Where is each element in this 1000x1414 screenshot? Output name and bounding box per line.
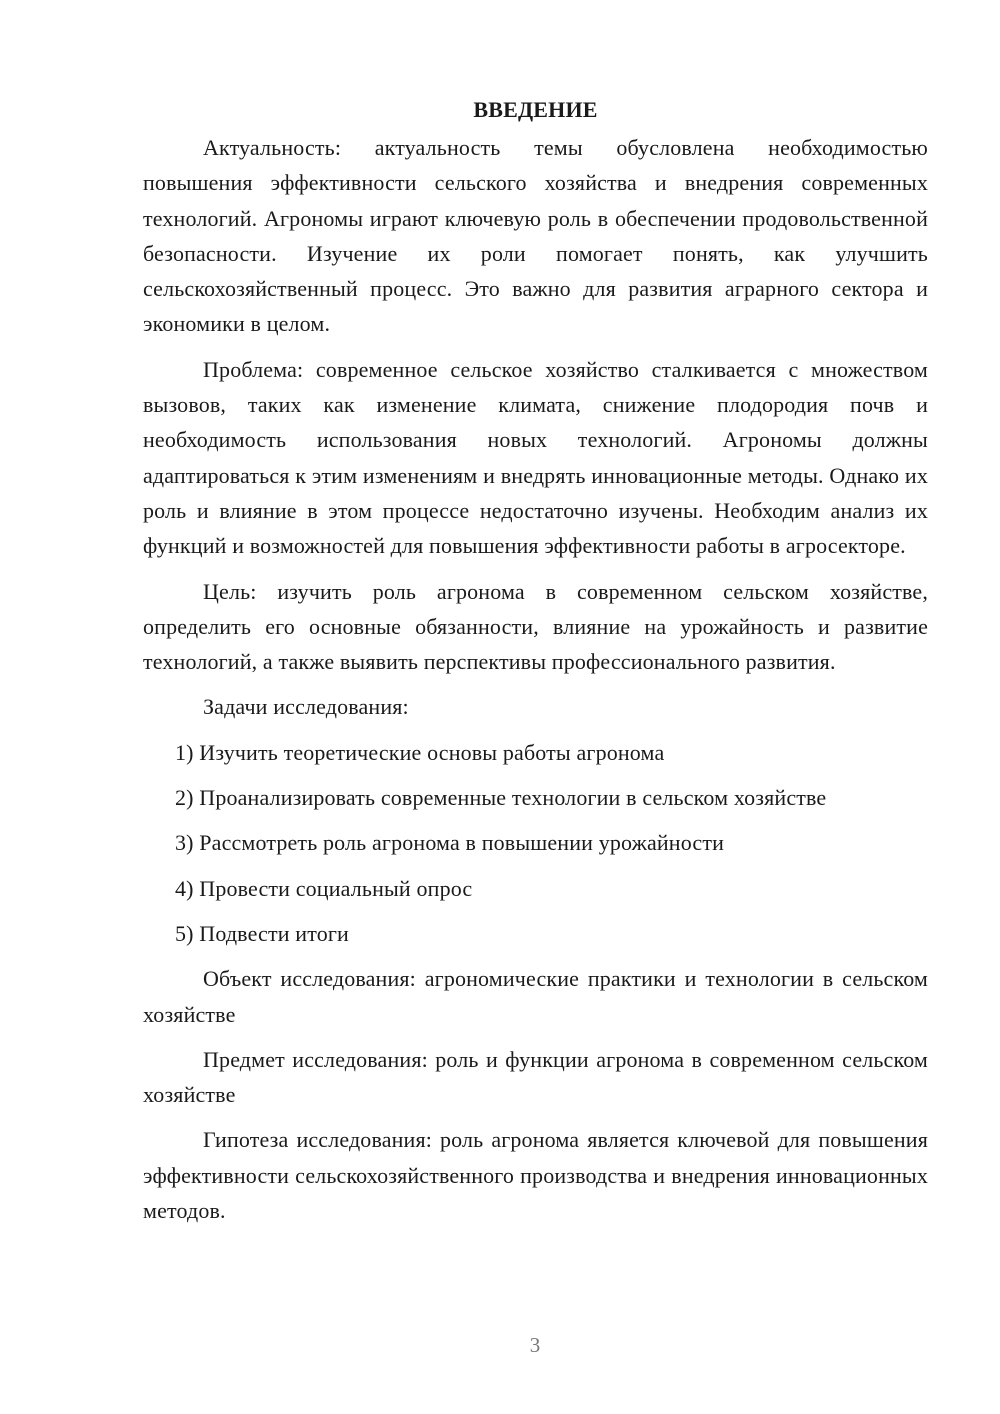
paragraph-problem: Проблема: современное сельское хозяйство сталкивается с множеством вызовов, таких как изменение климата, снижение плодородия почв и необходимость использования новых технологий. Агрономы должны адаптироваться к этим изменениям и внедрять инновационные методы. Однако их роль и влияние в этом процессе недостаточно изучены. Необходим анализ их функций и возможностей для повышения эффективности работы в агросекторе. (143, 356, 928, 559)
document-page (143, 92, 928, 1238)
paragraph-relevance: Актуальность: актуальность темы обусловлена необходимостью повышения эффективности сельского хозяйства и внедрения современных технологий. Агрономы играют ключевую роль в обеспечении продовольственной безопасности. Изучение их роли помогает понять, как улучшить сельскохозяйственный процесс. Это важно для развития аграрного сектора и экономики в целом. (143, 135, 928, 337)
tasks-heading: Задачи исследования: (203, 694, 409, 720)
paragraph-object: Объект исследования: агрономические практики и технологии в сельском хозяйстве (143, 966, 928, 1027)
paragraph-subject: Предмет исследования: роль и функции агронома в современном сельском хозяйстве (143, 1046, 928, 1108)
task-item-3: 3) Рассмотреть роль агронома в повышении урожайности (175, 830, 725, 856)
task-item-4: 4) Провести социальный опрос (175, 875, 473, 901)
task-item-5: 5) Подвести итоги (175, 920, 349, 946)
task-list (143, 735, 928, 951)
task-item-2: 2) Проанализировать современные технологии в сельском хозяйстве (175, 785, 827, 811)
paragraph-hypothesis: Гипотеза исследования: роль агронома является ключевой для повышения эффективности сельскохозяйственного производства и внедрения инновационных методов. (143, 1127, 928, 1224)
task-item-1: 1) Изучить теоретические основы работы агронома (175, 739, 665, 765)
page-title: ВВЕДЕНИЕ (473, 97, 598, 122)
page-number: 3 (529, 1333, 541, 1357)
paragraph-goal: Цель: изучить роль агронома в современном сельском хозяйстве, определить его основные обязанности, влияние на урожайность и развитие технологий, а также выявить перспективы профессионального развития. (143, 578, 928, 675)
